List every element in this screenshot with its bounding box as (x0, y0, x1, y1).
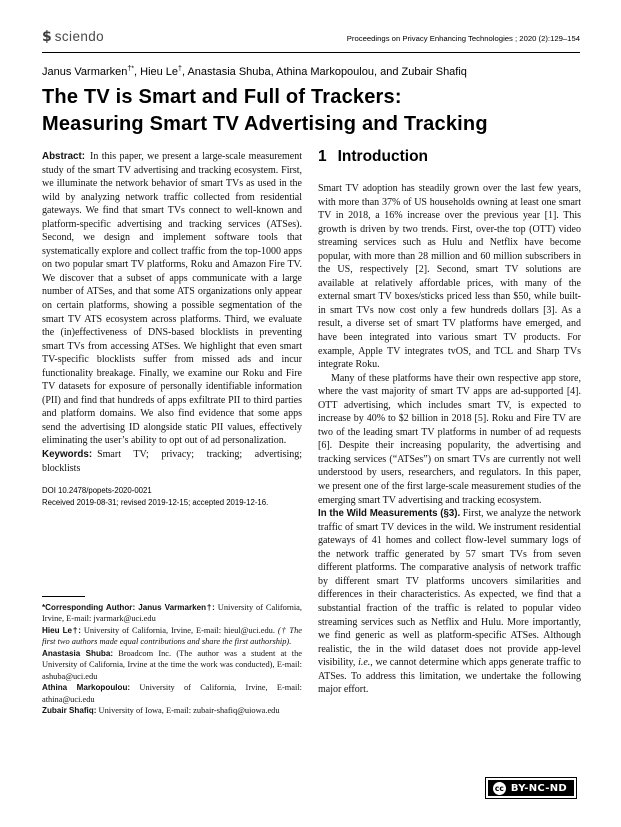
author-superscript: † (178, 65, 182, 73)
footnote-athina-markopoulou: Athina Markopoulou: University of California, Irvine, E-mail: athina@uci.edu (42, 683, 302, 704)
sciendo-logo (42, 29, 104, 45)
keywords (42, 448, 302, 475)
journal-citation: Proceedings on Privacy Enhancing Technologies ; 2020 (2):129–154 (346, 34, 580, 43)
left-column (42, 150, 302, 507)
intro-paragraph-2: Many of these platforms have their own respective app store, where the vast majority of smart TV apps are ad-supported [4]. OTT advertising, which includes smart TV, is expected to increase by 40% to $2 billion in 2018 [5]. Roku and Fire TV are two of the leading smart TV platforms in number of ad requests [6]. Despite their increasing popularity, the advertising and tracking services (“ATSes”) on smart TVs are currently not well understood by users, researchers, and regulators. In this paper, we present one of the first large-scale measurement studies of the emerging smart TV advertising and tracking ecosystem. (318, 372, 581, 506)
author-footnotes (42, 596, 302, 717)
sciendo-logo-text: sciendo (54, 29, 105, 44)
paper-title (42, 84, 488, 137)
section-number: 1 (318, 148, 327, 165)
abstract-text: In this paper, we present a large-scale measurement study of the smart TV advertising and tracking ecosystem. First, we illuminate the network behavior of smart TVs as used in the wild by analyzing network traffic collected from residential gateways. We find that smart TVs connect to well-known and platform-specific advertising and tracking services (ATSes). Second, we design and implement software tools that systematically explore and collect traffic from the top-1000 apps on two popular smart TV platforms, Roku and Amazon Fire TV. We discover that a subset of apps communicate with a large number of ATSes, and that some ATS organizations only appear on certain platforms, showing a possible segmentation of the smart TV ATS ecosystem across platforms. Third, we evaluate the (in)effectiveness of DNS-based blocklists in preventing smart TVs from accessing ATSes. We highlight that even smart TV-specific blocklists suffer from missed ads and incur functionality breakage. Finally, we examine our Roku and Fire TV datasets for exposure of personally identifiable information (PII) and find that hundreds of apps exfiltrate PII to third parties and platform domains. We also find evidence that some apps send the advertising ID alongside static PII values, effectively eliminating the user’s ability to opt out of ad personalization. (42, 151, 302, 447)
section-heading-introduction (318, 148, 581, 166)
intro-paragraph-3: In the Wild Measurements (§3). First, we analyze the network traffic of smart TV devices in the wild. We instrument residential gateways of 41 homes and collect flow-level summary logs of the network traffic generated by 57 smart TVs from seven different platforms. The comparative analysis of network traffic by different smart TV platforms uncovers similarities and differences in their characteristics. As expected, we find that a substantial fraction of the traffic is related to popular video streaming services such as Netflix and Hulu. More importantly, we find generic as well as platform-specific ATSes. Although realistic, the in the wild dataset does not provide app-level visibility, i.e., we cannot determine which apps generate traffic to ATSes. To address this limitation, we undertake the following major effort. (318, 508, 581, 696)
cc-license-badge (485, 777, 577, 799)
keywords-text: Smart TV; privacy; tracking; advertising; blocklists (42, 449, 302, 474)
sciendo-logo-icon: $ (42, 29, 52, 45)
authors-line (42, 66, 467, 78)
cc-icon: cc (493, 782, 506, 795)
right-column (318, 146, 581, 697)
paper-title-line1: The TV is Smart and Full of Trackers: (42, 86, 402, 108)
received-dates-line: Received 2019-08-31; revised 2019-12-15; accepted 2019-12-16. (42, 497, 269, 507)
journal-header (42, 29, 580, 45)
footnote-corresponding-author: *Corresponding Author: Janus Varmarken†: University of California, Irvine, E-mail: jvarmark@uci.edu (42, 603, 302, 624)
doi-line: DOI 10.2478/popets-2020-0021 (42, 486, 152, 496)
paragraph-lead: In the Wild Measurements (§3). (318, 508, 461, 520)
author-segment: , Hieu Le† (134, 65, 182, 78)
paper-title-line2: Measuring Smart TV Advertising and Tracking (42, 112, 488, 135)
author-superscript: †* (127, 65, 135, 73)
footnote-zubair-shafiq: Zubair Shafiq: University of Iowa, E-mail: zubair-shafiq@uiowa.edu (42, 706, 280, 716)
footnote-hieu-le: Hieu Le†: University of California, Irvine, E-mail: hieul@uci.edu. († The first two authors made equal contributions and share the first authorship). (42, 625, 302, 647)
footnote-divider (42, 596, 85, 597)
keywords-label: Keywords: (42, 449, 93, 461)
cc-license-label: BY-NC-ND (510, 782, 567, 794)
author-segment: , Anastasia Shuba, Athina Markopoulou, and Zubair Shafiq (181, 66, 467, 78)
abstract-label: Abstract: (42, 151, 86, 162)
intro-paragraph-1: Smart TV adoption has steadily grown over the last few years, with more than 37% of US households owning at least one smart TV in 2018, a 16% increase over the previous year [1]. This growth is driven by two trends. First, over-the top (OTT) video streaming services such as Hulu and Netflix have become popular, with more than 28 million and 60 million subscribers in the US, respectively [2]. Second, smart TV solutions are available at relatively affordable prices, with many of the external smart TV boxes/sticks priced less than $50, while built-in smart TVs now cost only a few hundreds dollars [3]. As a result, a diverse set of smart TV platforms have emerged, and have been integrated into various smart TV products. For example, Apple TV integrates tvOS, and TCL and Sharp TVs integrate Roku. (318, 183, 581, 371)
abstract (42, 150, 302, 448)
header-divider (42, 52, 580, 53)
author-segment: Janus Varmarken†* (42, 65, 135, 78)
section-title: Introduction (337, 148, 429, 165)
footnote-anastasia-shuba: Anastasia Shuba: Broadcom Inc. (The author was a student at the University of California, Irvine at the time the work was conducted), E-mail: ashuba@uci.edu (42, 648, 302, 681)
